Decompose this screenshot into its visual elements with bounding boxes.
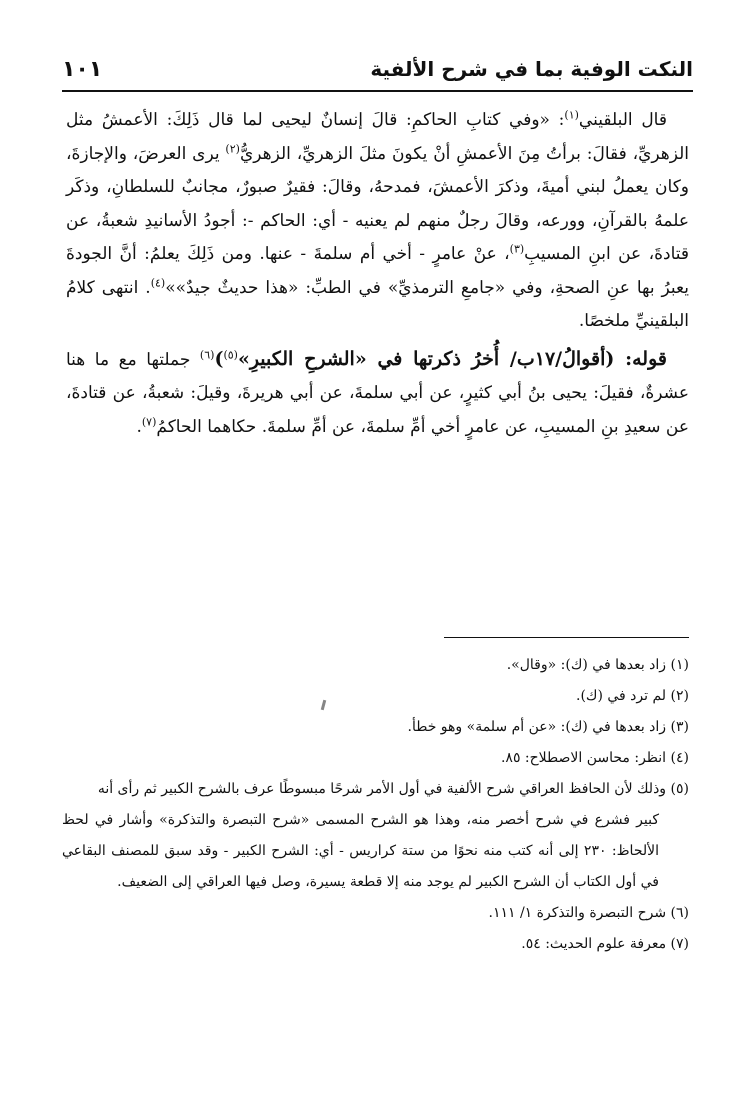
paragraph-bulqini-quote — [66, 104, 689, 339]
footnote-ref: (٣) — [509, 242, 525, 256]
text-segment: : «وفي كتابِ الحاكمِ: قالَ إنسانٌ ليحيى لما قال ذَلِكَ: الأعمشُ مثل الزهريِّ، فقالَ: برأتُ مِنَ الأعمشِ أنْ يكونَ مثلَ الزهريِّ، الزهريُّ — [66, 110, 690, 164]
running-title: النكت الوفية بما في شرح الألفية — [370, 57, 693, 81]
footnote-ref: (٢) — [225, 141, 240, 155]
footnote-separator — [444, 637, 689, 638]
footnote-text: زاد بعدها في (ك): «عن أم سلمة» وهو خطأ. — [407, 719, 667, 735]
footnote-text: شرح التبصرة والتذكرة ١/ ١١١. — [488, 905, 667, 921]
footnote-text: وذلك لأن الحافظ العراقي شرح الألفية في أول الأمر شرحًا مبسوطًا عرف بالشرح الكبير ثم رأى أنه — [97, 781, 667, 797]
main-text — [66, 104, 689, 444]
footnote-number: (٥) — [670, 781, 689, 797]
page-number: ١٠١ — [62, 56, 103, 82]
footnote-2 — [62, 681, 689, 712]
qawl-lead: قوله: (أقوالُ/١٧ب/ أُخرُ ذكرتها في «الشرحِ الكبيرِ» — [237, 347, 667, 370]
footnote-number: (١) — [670, 657, 689, 673]
footnote-text: انظر: محاسن الاصطلاح: ٨٥. — [500, 750, 667, 766]
text-segment: قال البلقيني — [578, 110, 667, 130]
footnote-number: (٧) — [670, 936, 689, 952]
footnote-6 — [62, 898, 689, 929]
footnote-number: (٣) — [670, 719, 689, 735]
footnote-5 — [62, 774, 689, 898]
header-rule — [62, 90, 693, 92]
text-segment: يرى العرضَ، والإجازةَ، وكان يعملُ لبني أميةَ، وذكرَ الأعمشَ، فمدحهُ، وقالَ: فقيرٌ صبورٌ، مجانبٌ للسلطانِ، وذكَر علمهُ بالقرآنِ، وورعه، وقالَ رجلٌ منهم لم يعنيه - أي: الحاكم -: أجودُ الأسانيدِ شعبةُ، عن قتادةَ، عن ابنِ المسيبِ — [66, 143, 690, 264]
footnote-ref: (١) — [564, 108, 579, 122]
footnote-ref: (٧) — [141, 414, 157, 428]
page-header — [62, 50, 693, 88]
footnote-4 — [62, 743, 689, 774]
footnote-text: لم ترد في (ك). — [576, 688, 667, 704]
footnote-7 — [62, 929, 689, 960]
footnote-text: زاد بعدها في (ك): «وقال». — [506, 657, 667, 673]
footnote-ref: (٥) — [223, 347, 238, 361]
text-segment: ، عنْ عامرٍ - أخي أم سلمةَ - عنها. ومن ذَلِكَ يعلمُ: أنَّ الجودةَ يعبرُ بها عنِ الصحةِ، وفي «جامعِ الترمذيِّ» في الطبِّ: «هذا حديثٌ جيدٌ»» — [66, 244, 689, 298]
footnote-number: (٤) — [670, 750, 689, 766]
footnotes — [62, 650, 689, 960]
footnote-text: معرفة علوم الحديث: ٥٤. — [521, 936, 667, 952]
text-segment: . — [136, 416, 142, 437]
footnote-ref: (٦) — [199, 347, 215, 361]
text-segment: . انتهى كلامُ البلقينيِّ ملخصًا. — [66, 277, 689, 331]
footnote-ref: (٤) — [150, 275, 166, 289]
paragraph-qawl — [66, 343, 689, 445]
footnote-3 — [62, 712, 689, 743]
footnote-number: (٦) — [670, 905, 689, 921]
qawl-close: ) — [214, 347, 224, 370]
footnote-text-continued: كبير فشرع في شرح أخصر منه، وهذا هو الشرح المسمى «شرح التبصرة والتذكرة» وأشار في لحظ الألحاظ: ٢٣٠ إلى أنه كتب منه نحوًا من ستة كراريس - أي: الشرح الكبير - وقد سبق للمصنف البقاعي في أول الكتاب أن الشرح الكبير لم يوجد منه إلا قطعة يسيرة، وصل فيها العراقي إلى الضعيف. — [62, 812, 659, 890]
text-segment: جملتها مع ما هنا عشرةٌ، فقيلَ: يحيى بنُ أبي كثيرٍ، عن أبي سلمةَ، عن أبي هريرةَ، وقيلَ: شعبةُ، عن قتادةَ، عن سعيدِ بنِ المسيبِ، عن عامرٍ أخي أمِّ سلمةَ، عن أمِّ سلمةَ. حكاهما الحاكمُ — [66, 349, 689, 437]
footnote-1 — [62, 650, 689, 681]
footnote-number: (٢) — [670, 688, 689, 704]
